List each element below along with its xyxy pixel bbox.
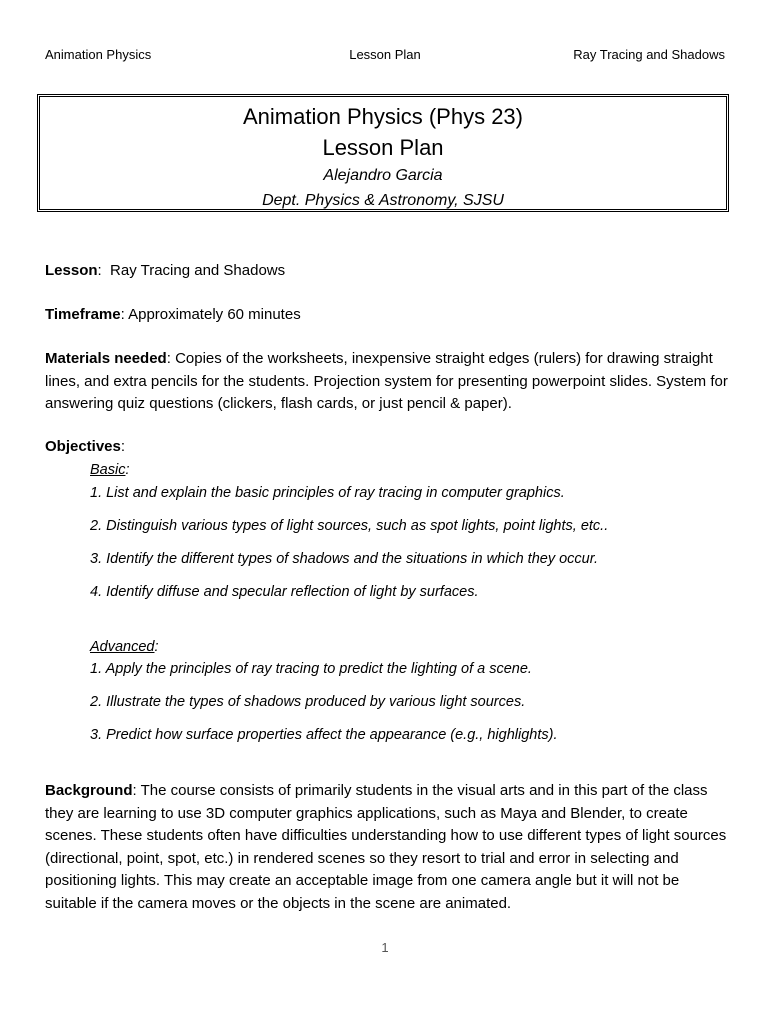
materials-label: Materials needed bbox=[45, 350, 167, 367]
page-number: 1 bbox=[381, 940, 389, 955]
basic-objective-item: 1. List and explain the basic principles of ray tracing in computer graphics. bbox=[90, 485, 565, 501]
title-box bbox=[37, 94, 729, 212]
lesson-separator: : bbox=[97, 262, 111, 279]
lesson-label: Lesson bbox=[45, 262, 98, 279]
advanced-objective-item: 3. Predict how surface properties affect the appearance (e.g., highlights). bbox=[90, 727, 558, 743]
running-header-left: Animation Physics bbox=[45, 47, 152, 62]
basic-heading-colon: : bbox=[125, 462, 130, 478]
basic-objective-item: 2. Distinguish various types of light sources, such as spot lights, point lights, etc.. bbox=[90, 518, 609, 534]
background-label: Background bbox=[45, 782, 133, 799]
timeframe-label: Timeframe bbox=[45, 306, 121, 323]
author-department: Dept. Physics & Astronomy, SJSU bbox=[262, 192, 504, 209]
background-separator: : bbox=[132, 782, 141, 799]
document-subtitle: Lesson Plan bbox=[322, 135, 444, 160]
timeframe-separator: : bbox=[120, 306, 129, 323]
basic-objective-item: 4. Identify diffuse and specular reflection of light by surfaces. bbox=[90, 584, 479, 600]
advanced-heading-colon: : bbox=[154, 639, 159, 655]
running-header-center: Lesson Plan bbox=[349, 47, 421, 62]
timeframe-value: Approximately 60 minutes bbox=[128, 306, 301, 323]
author-name: Alejandro Garcia bbox=[323, 167, 443, 184]
basic-heading-label: Basic bbox=[90, 462, 126, 478]
materials-separator: : bbox=[166, 350, 176, 367]
materials-value: Copies of the worksheets, inexpensive straight edges (rulers) for drawing straight lines, and extra pencils for the students. Projection system for presenting powerpoint slides. System for answering quiz questions (clickers, flash cards, or just pencil & paper). bbox=[45, 350, 728, 412]
advanced-objective-item: 2. Illustrate the types of shadows produced by various light sources. bbox=[90, 694, 526, 710]
background-value: The course consists of primarily students in the visual arts and in this part of the class they are learning to use 3D computer graphics applications, such as Maya and Blender, to create scenes. These students often have difficulties understanding how to use different types of light sources (directional, point, spot, etc.) in rendered scenes so they resort to trial and error in selecting and positioning lights. This may create an acceptable image from one camera angle but it will not be suitable if the camera moves or the objects in the scene are animated. bbox=[45, 782, 727, 912]
basic-objective-item: 3. Identify the different types of shadows and the situations in which they occur. bbox=[90, 551, 599, 567]
materials-paragraph bbox=[45, 348, 735, 416]
document-title: Animation Physics (Phys 23) bbox=[243, 104, 523, 129]
advanced-objectives-heading bbox=[90, 637, 730, 657]
advanced-objective-item: 1. Apply the principles of ray tracing to predict the lighting of a scene. bbox=[90, 661, 532, 677]
timeframe-line bbox=[45, 304, 735, 327]
objectives-separator: : bbox=[120, 438, 126, 455]
basic-objectives-heading bbox=[90, 460, 730, 480]
running-header-right: Ray Tracing and Shadows bbox=[573, 47, 725, 62]
advanced-heading-label: Advanced bbox=[90, 639, 155, 655]
objectives-label: Objectives bbox=[45, 438, 121, 455]
background-paragraph bbox=[45, 780, 735, 915]
lesson-value: Ray Tracing and Shadows bbox=[110, 262, 286, 279]
objectives-heading bbox=[45, 436, 735, 459]
lesson-line bbox=[45, 260, 735, 283]
running-header bbox=[45, 47, 725, 65]
